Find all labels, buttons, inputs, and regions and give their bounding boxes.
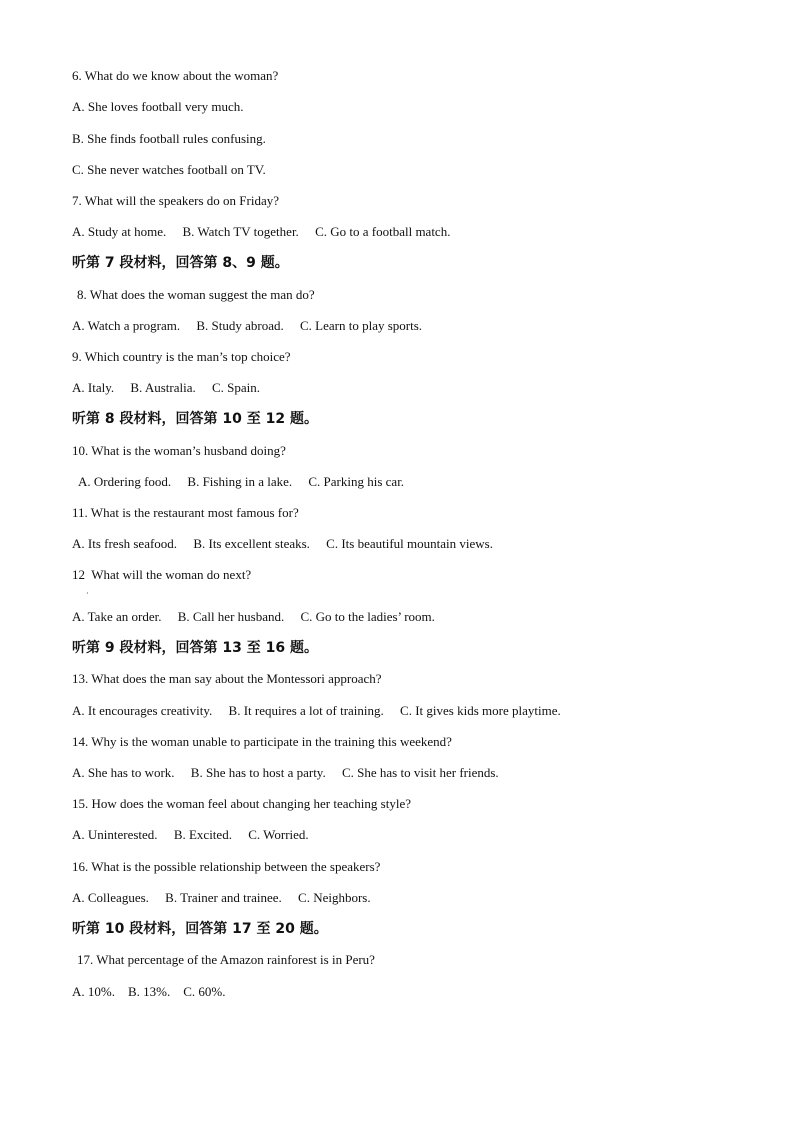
option-7a: A. Study at home. [72,224,167,239]
option-10b: B. Fishing in a lake. [187,474,293,489]
question-11 [72,505,299,521]
option-8c: C. Learn to play sports. [300,318,423,333]
option-10c: C. Parking his car. [308,474,405,489]
question-number: 10. [72,443,89,458]
option-7c: C. Go to a football match. [315,224,451,239]
options-7 [72,224,450,240]
question-number: 17. [77,952,94,967]
options-10 [78,474,404,490]
question-15 [72,796,411,812]
options-12 [72,609,435,625]
option-17b: B. 13%. [127,984,171,999]
option-10a: A. Ordering food. [78,474,172,489]
question-text: What percentage of the Amazon rainforest is in Peru? [96,952,375,967]
option-13a: A. It encourages creativity. [72,703,213,718]
option-15a: A. Uninterested. [72,827,158,842]
question-16 [72,859,380,875]
stray-dot: · [86,589,89,598]
option-14c: C. She has to visit her friends. [341,765,499,780]
option-14a: A. She has to work. [72,765,175,780]
question-text: What do we know about the woman? [84,68,279,83]
option-17c: C. 60%. [183,984,226,999]
option-15b: B. Excited. [173,827,232,842]
option-12a: A. Take an order. [72,609,162,624]
options-14 [72,765,499,781]
option-16b: B. Trainer and trainee. [165,890,282,905]
options-17 [72,984,225,1000]
question-7 [72,193,279,209]
question-text: What is the possible relationship between the speakers? [91,859,381,874]
question-text: What will the speakers do on Friday? [84,193,279,208]
question-text: How does the woman feel about changing her teaching style? [91,796,411,811]
section-heading-10: 听第 10 段材料，回答第 17 至 20 题。 [72,921,328,937]
options-8 [72,318,422,334]
option-13c: C. It gives kids more playtime. [400,703,561,718]
options-15 [72,827,309,843]
option-6c: C. She never watches football on TV. [72,162,266,177]
question-8 [77,287,315,303]
section-heading-8: 听第 8 段材料，回答第 10 至 12 题。 [72,411,318,427]
question-9 [72,349,291,365]
question-text: Which country is the man’s top choice? [84,349,291,364]
question-text: What does the man say about the Montessori approach? [91,671,382,686]
question-6 [72,68,278,84]
option-8b: B. Study abroad. [196,318,284,333]
options-9 [72,380,260,396]
options-16 [72,890,371,906]
question-10 [72,443,286,459]
question-number: 12 [72,567,85,582]
question-17 [77,952,375,968]
options-11 [72,536,493,552]
option-16c: C. Neighbors. [298,890,371,905]
option-12b: B. Call her husband. [177,609,285,624]
question-number: 15. [72,796,89,811]
option-11b: B. Its excellent steaks. [193,536,310,551]
question-text: Why is the woman unable to participate in the training this weekend? [91,734,452,749]
section-heading-7: 听第 7 段材料，回答第 8、9 题。 [72,255,289,271]
question-13 [72,671,382,687]
section-heading-9: 听第 9 段材料，回答第 13 至 16 题。 [72,640,318,656]
question-number: 7. [72,193,82,208]
question-text: What will the woman do next? [91,567,252,582]
option-14b: B. She has to host a party. [190,765,326,780]
option-6b: B. She finds football rules confusing. [72,131,266,146]
option-9a: A. Italy. [72,380,115,395]
question-number: 8. [77,287,87,302]
question-text: What is the restaurant most famous for? [90,505,299,520]
option-16a: A. Colleagues. [72,890,149,905]
option-6a: A. She loves football very much. [72,99,244,114]
question-number: 11. [72,505,88,520]
question-number: 9. [72,349,82,364]
option-15c: C. Worried. [248,827,309,842]
option-11c: C. Its beautiful mountain views. [326,536,493,551]
option-12c: C. Go to the ladies’ room. [300,609,435,624]
question-number: 6. [72,68,82,83]
option-9c: C. Spain. [211,380,261,395]
question-text: What is the woman’s husband doing? [91,443,286,458]
option-9b: B. Australia. [130,380,196,395]
option-17a: A. 10%. [72,984,115,999]
question-number: 16. [72,859,89,874]
option-8a: A. Watch a program. [72,318,181,333]
question-number: 13. [72,671,89,686]
option-7b: B. Watch TV together. [182,224,299,239]
question-14 [72,734,452,750]
option-13b: B. It requires a lot of training. [228,703,384,718]
option-11a: A. Its fresh seafood. [72,536,178,551]
question-text: What does the woman suggest the man do? [89,287,315,302]
options-13 [72,703,561,719]
question-12 [72,567,251,583]
question-number: 14. [72,734,89,749]
